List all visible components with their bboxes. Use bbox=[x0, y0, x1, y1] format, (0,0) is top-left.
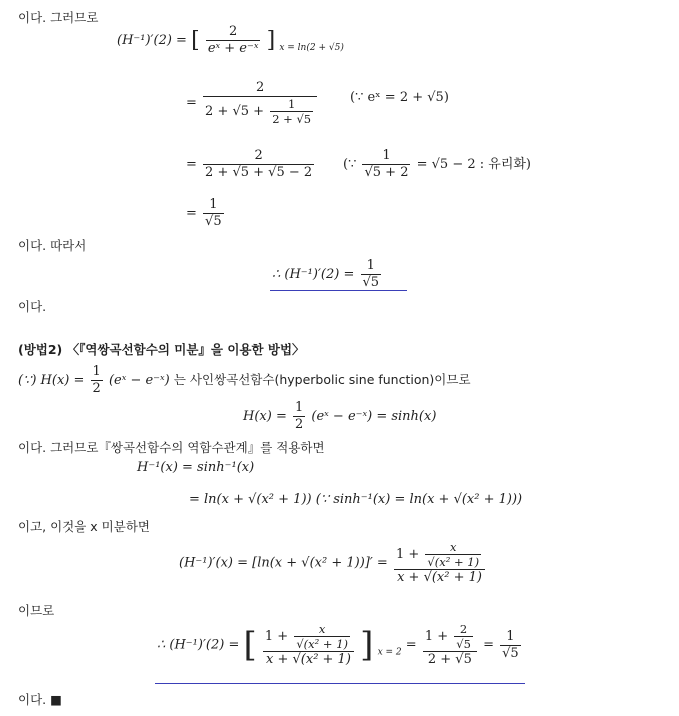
nested-fraction bbox=[454, 622, 473, 651]
equation-row-9 bbox=[243, 400, 436, 433]
denominator: √(x² + 1) bbox=[296, 637, 349, 651]
den-part: 2 + √5 + bbox=[205, 104, 265, 119]
final-equation bbox=[157, 622, 523, 668]
equation-row-2 bbox=[186, 80, 319, 126]
eq-lhs: H(x) = bbox=[243, 409, 287, 424]
equation-row-1 bbox=[117, 24, 344, 57]
equals-sign: = bbox=[483, 637, 494, 653]
equation-row-4 bbox=[186, 197, 226, 230]
eq-lhs: ∴ (H⁻¹)′(2) = bbox=[272, 267, 355, 282]
left-bracket: [ bbox=[191, 28, 200, 53]
numerator: 1 bbox=[209, 197, 218, 212]
note-open: (∵ bbox=[343, 157, 357, 172]
numerator: 2 bbox=[255, 80, 265, 95]
text-line: 이고, 이것을 x 미분하면 bbox=[18, 519, 150, 534]
fraction bbox=[203, 80, 317, 126]
num-part: 1 + bbox=[264, 629, 289, 644]
eq-lhs: ∴ (H⁻¹)′(2) = bbox=[157, 637, 240, 653]
denominator: 2 + √5 bbox=[272, 112, 312, 126]
denominator: √5 bbox=[362, 275, 380, 290]
equals-sign: = bbox=[186, 95, 197, 111]
denominator: √5 + 2 bbox=[364, 165, 409, 180]
fraction bbox=[362, 148, 410, 181]
left-bracket: [ bbox=[243, 625, 257, 665]
equals-sign: = bbox=[186, 157, 197, 172]
fraction bbox=[361, 258, 382, 291]
eq-lhs: (H⁻¹)′(x) = [ln(x + √(x² + 1))]′ = bbox=[179, 555, 388, 571]
expression: (eˣ − e⁻ˣ) bbox=[108, 373, 170, 388]
denominator: 2 bbox=[92, 381, 101, 396]
num-part: 1 + bbox=[424, 629, 449, 644]
method-heading: (방법2) 〈『역쌍곡선함수의 미분』을 이용한 방법〉 bbox=[18, 342, 305, 357]
fraction bbox=[206, 24, 261, 57]
numerator: 1 bbox=[288, 97, 296, 111]
text-line: 이다. bbox=[18, 299, 47, 314]
fraction bbox=[203, 148, 314, 181]
denominator: √5 bbox=[502, 645, 519, 661]
text-line: 는 사인쌍곡선함수(hyperbolic sine function)이므로 bbox=[173, 372, 471, 387]
equals-sign: = bbox=[405, 637, 417, 653]
right-bracket: ] bbox=[360, 625, 374, 665]
equation-row-11: H⁻¹(x) = sinh⁻¹(x) bbox=[137, 460, 255, 475]
denominator bbox=[203, 96, 317, 126]
fraction bbox=[203, 197, 224, 230]
denominator: 2 + √5 bbox=[423, 651, 477, 668]
numerator: 2 bbox=[459, 622, 468, 636]
nested-fraction bbox=[425, 540, 481, 569]
text-line: 이다. ■ bbox=[18, 692, 62, 707]
denominator: x + √(x² + 1) bbox=[394, 569, 485, 586]
text-line: 이다. 그러므로『쌍곡선함수의 역함수관계』를 적용하면 bbox=[18, 440, 325, 455]
denominator: √5 bbox=[205, 214, 222, 229]
text-line: 이다. 따라서 bbox=[18, 238, 87, 253]
numerator bbox=[263, 622, 354, 651]
text-line: 이다. 그러므로 bbox=[18, 10, 99, 25]
note-close: = √5 − 2 : 유리화) bbox=[416, 157, 532, 172]
eq-lhs: (∵) H(x) = bbox=[18, 373, 85, 388]
fraction bbox=[293, 400, 305, 433]
reason-note bbox=[343, 148, 531, 181]
denominator: x + √(x² + 1) bbox=[263, 651, 354, 668]
numerator: x bbox=[318, 622, 326, 636]
fraction bbox=[91, 364, 103, 397]
num-part: 1 + bbox=[395, 547, 420, 562]
right-bracket: ] bbox=[266, 28, 276, 53]
fraction bbox=[500, 629, 521, 662]
final-underline bbox=[155, 683, 525, 684]
denominator: 2 bbox=[294, 417, 304, 432]
text-line: 이므로 bbox=[18, 603, 55, 618]
numerator bbox=[394, 540, 485, 569]
numerator: 2 bbox=[229, 24, 238, 39]
denominator: √(x² + 1) bbox=[427, 555, 480, 569]
result-underline bbox=[270, 290, 407, 291]
nested-fraction bbox=[294, 622, 350, 651]
fraction bbox=[423, 622, 477, 668]
denominator: eˣ + e⁻ˣ bbox=[207, 41, 259, 56]
equation-row-3 bbox=[186, 148, 316, 181]
denominator: √5 bbox=[456, 637, 471, 651]
eq-lhs: (H⁻¹)′(2) = bbox=[117, 33, 187, 48]
expression: (eˣ − e⁻ˣ) = sinh(x) bbox=[311, 409, 437, 424]
numerator: 1 bbox=[506, 628, 515, 644]
numerator: 1 bbox=[294, 400, 304, 415]
equation-row-14 bbox=[179, 540, 487, 586]
nested-fraction bbox=[270, 97, 313, 126]
numerator: 2 bbox=[254, 148, 263, 163]
numerator bbox=[423, 622, 477, 651]
fraction bbox=[263, 622, 354, 668]
reason-note: (∵ eˣ = 2 + √5) bbox=[350, 90, 449, 105]
eval-subscript: x = ln(2 + √5) bbox=[279, 43, 344, 53]
numerator: 1 bbox=[92, 364, 101, 379]
equals-sign: = bbox=[186, 206, 197, 221]
numerator: x bbox=[449, 540, 457, 554]
numerator: 1 bbox=[382, 148, 391, 163]
numerator: 1 bbox=[366, 258, 375, 273]
denominator: 2 + √5 + √5 − 2 bbox=[205, 165, 313, 180]
equation-row-8 bbox=[18, 364, 471, 397]
eval-subscript: x = 2 bbox=[377, 647, 402, 658]
equation-row-12: = ln(x + √(x² + 1)) (∵ sinh⁻¹(x) = ln(x + √(x² + 1))) bbox=[189, 492, 523, 507]
fraction bbox=[394, 540, 485, 586]
result-equation bbox=[272, 258, 383, 291]
